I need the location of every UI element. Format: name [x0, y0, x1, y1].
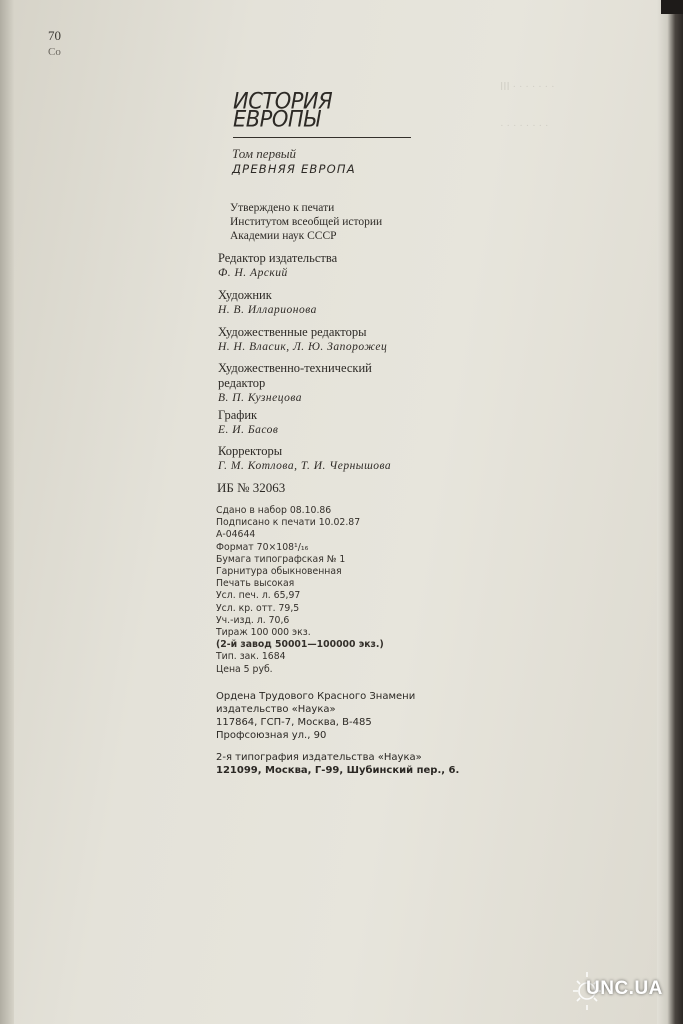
imprint-line: Тираж 100 000 экз.	[216, 627, 311, 639]
page-right-edge	[657, 0, 683, 1024]
running-head: Со	[48, 46, 61, 58]
credit-art-editors	[218, 325, 387, 355]
credit-names: Г. М. Котлова, Т. И. Чернышова	[218, 460, 392, 472]
imprint-line: Сдано в набор 08.10.86	[216, 505, 332, 516]
title-line-1: ИСТОРИЯ	[233, 88, 333, 114]
credit-names: Ф. Н. Арский	[218, 267, 288, 279]
publisher-block	[216, 690, 459, 777]
publisher-line: Профсоюзная ул., 90	[216, 730, 327, 741]
imprint-block	[216, 505, 384, 676]
credit-role: Художественно-технический	[218, 361, 372, 375]
imprint-line: Усл. печ. л. 65,97	[216, 590, 301, 602]
bleed-through-text: ⅠⅠⅠ · · · · · · ·	[500, 81, 555, 93]
publisher-line: Ордена Трудового Красного Знамени	[216, 691, 416, 702]
credit-role: Художник	[218, 288, 272, 302]
background-corner	[661, 0, 683, 14]
imprint-line: Тип. зак. 1684	[216, 651, 286, 663]
watermark-text: UNC.UA	[586, 978, 663, 999]
ib-number: ИБ № 32063	[217, 480, 286, 495]
printer-line: 121099, Москва, Г-99, Шубинский пер., 6.	[216, 765, 460, 776]
page-gutter-shadow	[0, 0, 14, 1024]
title-line-2: ЕВРОПЫ	[233, 106, 320, 132]
page-number: 70	[48, 28, 61, 43]
credit-tech-editor	[218, 361, 372, 406]
credit-role-cont: редактор	[218, 376, 266, 390]
credit-role: Корректоры	[218, 444, 283, 458]
publisher-line: издательство «Наука»	[216, 704, 336, 715]
credit-proofreaders	[218, 444, 391, 474]
approval-statement	[230, 201, 382, 243]
credit-graphic	[218, 408, 278, 438]
credit-editor	[218, 251, 337, 281]
credit-names: Н. Н. Власик, Л. Ю. Запорожец	[218, 341, 388, 353]
book-title	[233, 88, 418, 132]
credit-role: График	[218, 408, 258, 422]
credit-names: Е. И. Басов	[218, 424, 279, 436]
imprint-line: Уч.-изд. л. 70,6	[216, 614, 290, 626]
title-rule	[233, 137, 411, 138]
publisher-line: 117864, ГСП-7, Москва, В-485	[216, 717, 372, 728]
credit-names: Н. В. Илларионова	[218, 304, 317, 316]
imprint-line: Цена 5 руб.	[216, 663, 273, 675]
credit-role: Художественные редакторы	[218, 325, 367, 339]
imprint-line: А-04644	[216, 529, 256, 541]
imprint-line: Бумага типографская № 1	[216, 553, 346, 565]
credit-role: Редактор издательства	[218, 251, 338, 265]
approval-line: Академии наук СССР	[230, 230, 337, 242]
printer-line: 2-я типография издательства «Наука»	[216, 752, 422, 763]
credit-artist	[218, 288, 317, 318]
volume-label: Том первый	[232, 146, 297, 161]
imprint-line: Усл. кр. отт. 79,5	[216, 602, 300, 614]
imprint-line: Печать высокая	[216, 578, 295, 590]
approval-line: Институтом всеобщей истории	[230, 216, 383, 228]
volume-name: ДРЕВНЯЯ ЕВРОПА	[232, 162, 356, 176]
imprint-line: Гарнитура обыкновенная	[216, 566, 342, 578]
imprint-line: (2-й завод 50001—100000 экз.)	[216, 639, 384, 651]
imprint-line: Формат 70×108¹/₁₆	[216, 541, 309, 553]
credit-names: В. П. Кузнецова	[218, 392, 303, 404]
approval-line: Утверждено к печати	[230, 202, 335, 214]
imprint-line: Подписано к печати 10.02.87	[216, 517, 361, 529]
bleed-through-text: · · · · · · · ·	[500, 120, 549, 132]
